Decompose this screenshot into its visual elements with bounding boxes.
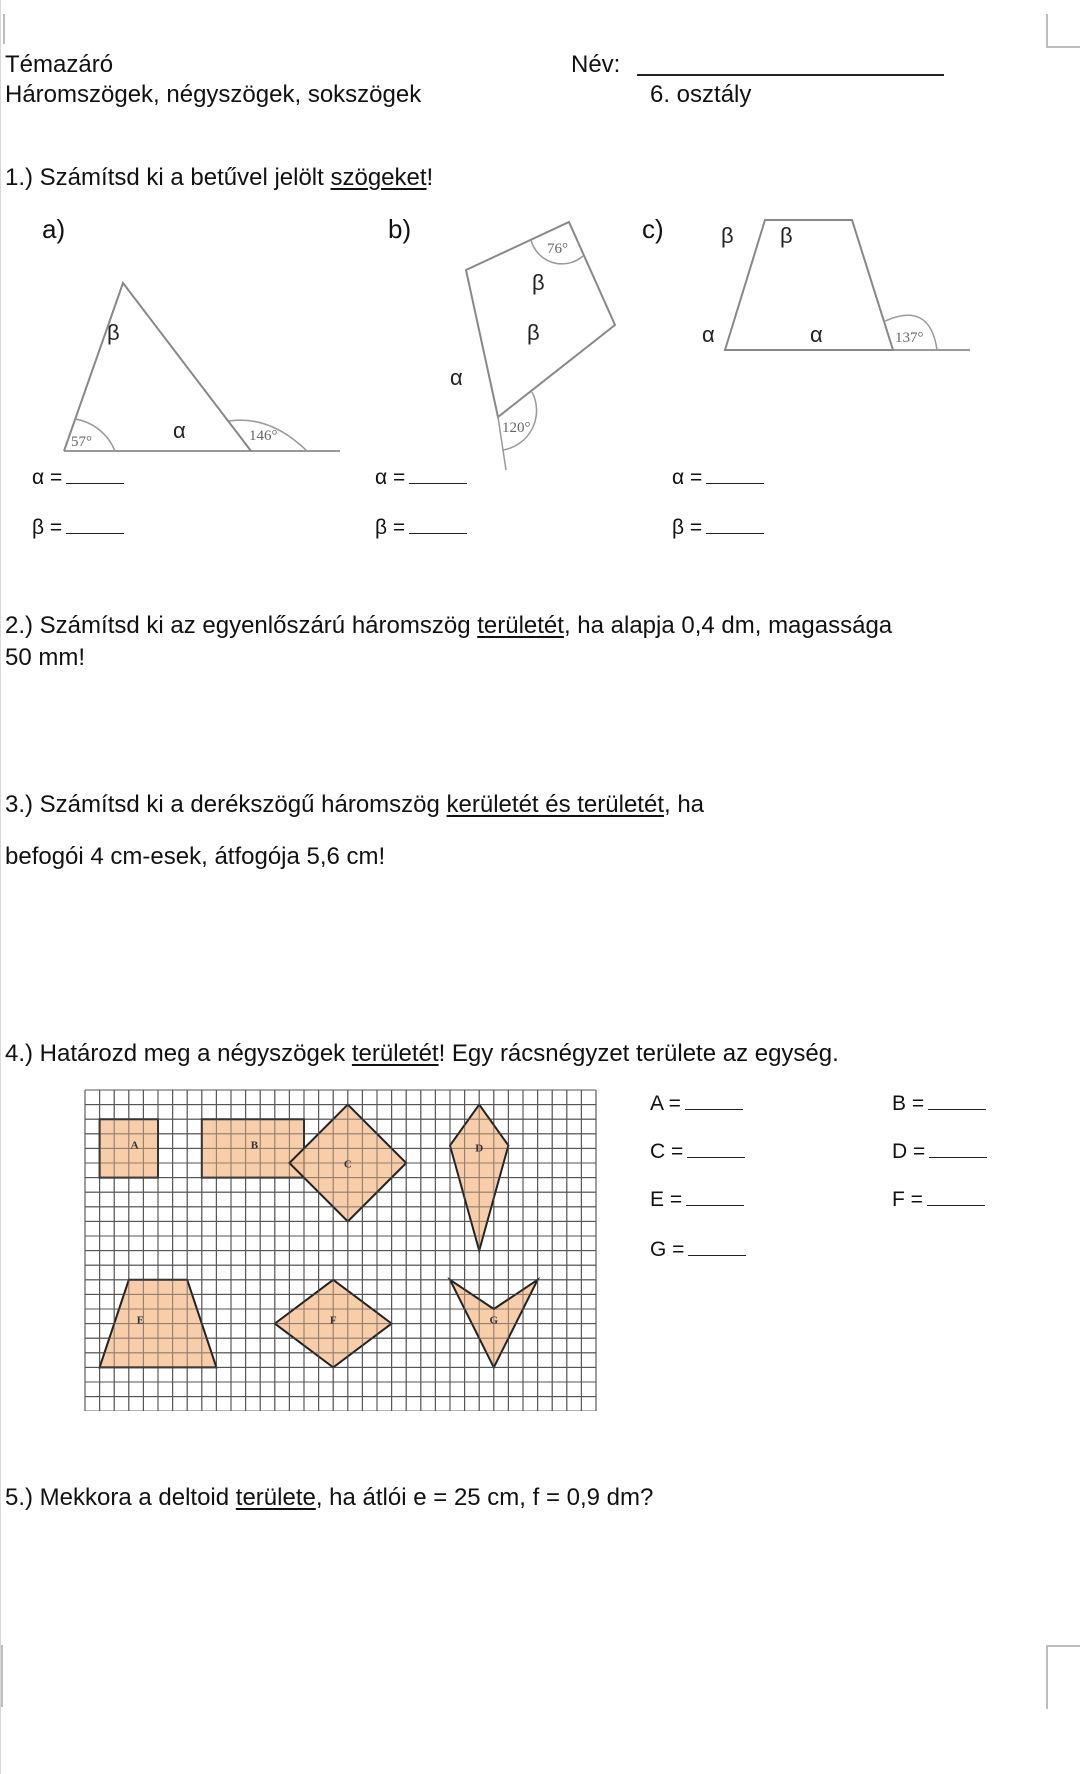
task5-prefix: 5.) Mekkora a deltoid [5, 1484, 236, 1511]
alpha-symbol: α [702, 322, 715, 347]
angle-146: 146° [249, 428, 278, 444]
task1-keyword: szögeket [330, 164, 427, 191]
answer-label: C = [650, 1140, 684, 1163]
answer-A[interactable] [650, 1092, 743, 1116]
task4-suffix: ! Egy rácsnégyzet területe az egység. [438, 1040, 839, 1067]
shape-label-C: C [343, 1158, 352, 1171]
task3-prompt [5, 791, 704, 819]
part-b-label: b) [388, 214, 412, 244]
alpha-symbol: α [450, 365, 463, 390]
part-c-label: c) [642, 214, 664, 244]
angle-120: 120° [502, 420, 531, 436]
answer-blank[interactable] [687, 1143, 745, 1158]
answer-label: A = [650, 1092, 681, 1115]
beta-symbol: β [532, 270, 545, 295]
shape-label-F: F [329, 1314, 337, 1327]
answer-B[interactable] [892, 1092, 986, 1116]
answer-label: E = [650, 1188, 683, 1211]
task5-suffix: , ha átlói e = 25 cm, f = 0,9 dm? [315, 1484, 654, 1511]
answer-label: β = [32, 516, 63, 539]
answer-b-alpha[interactable] [375, 466, 467, 490]
answer-C[interactable] [650, 1140, 745, 1164]
answer-a-beta[interactable] [32, 516, 124, 540]
worksheet-subtitle: Háromszögek, négyszögek, sokszögek [5, 81, 422, 108]
task2-prompt-line2: 50 mm! [5, 644, 86, 671]
part-a-label: a) [42, 214, 66, 244]
answer-blank[interactable] [66, 519, 124, 534]
beta-symbol: β [721, 223, 734, 248]
angle-76: 76° [547, 241, 568, 257]
task4-prompt [5, 1040, 839, 1068]
task1-suffix: ! [426, 164, 434, 191]
task2-prefix: 2.) Számítsd ki az egyenlőszárú háromszög [5, 612, 478, 639]
answer-E[interactable] [650, 1188, 744, 1212]
task2-prompt [5, 612, 892, 640]
answer-blank[interactable] [409, 469, 467, 484]
answer-label: B = [892, 1092, 925, 1115]
grid-shapes [85, 1090, 596, 1411]
grade-label: 6. osztály [650, 81, 752, 108]
shape-label-E: E [136, 1314, 145, 1327]
answer-blank[interactable] [409, 519, 467, 534]
angle-57: 57° [71, 434, 92, 450]
answer-label: D = [892, 1140, 926, 1163]
beta-symbol: β [107, 320, 120, 345]
answer-D[interactable] [892, 1140, 987, 1164]
figure-a-triangle [64, 283, 340, 451]
answer-blank[interactable] [66, 469, 124, 484]
beta-symbol: β [527, 320, 540, 345]
shape-label-G: G [489, 1314, 499, 1327]
answer-G[interactable] [650, 1238, 746, 1262]
answer-blank[interactable] [929, 1143, 987, 1158]
answer-blank[interactable] [688, 1241, 746, 1256]
answer-blank[interactable] [686, 1191, 744, 1206]
crop-mark-bottom-left [1, 1645, 5, 1707]
angle-137: 137° [895, 330, 924, 346]
answer-label: β = [672, 516, 703, 539]
task5-prompt [5, 1484, 653, 1512]
task1-prefix: 1.) Számítsd ki a betűvel jelölt [5, 164, 331, 191]
shape-label-D: D [475, 1142, 484, 1155]
answer-b-beta[interactable] [375, 516, 467, 540]
name-label: Név: [571, 51, 621, 78]
task3-prefix: 3.) Számítsd ki a derékszögű háromszög [5, 791, 447, 818]
answer-blank[interactable] [685, 1095, 743, 1110]
task5-keyword: területe [235, 1484, 316, 1511]
answer-label: G = [650, 1238, 685, 1261]
answer-a-alpha[interactable] [32, 466, 124, 490]
answer-label: β = [375, 516, 406, 539]
answer-label: F = [892, 1188, 923, 1211]
crop-mark-bottom-right [1046, 1645, 1080, 1709]
task3-suffix: , ha [663, 791, 705, 818]
task2-keyword: területét [477, 612, 564, 639]
figure-b-quadrilateral [450, 222, 615, 470]
alpha-symbol: α [810, 322, 823, 347]
task2-suffix: , ha alapja 0,4 dm, magassága [563, 612, 893, 639]
answer-blank[interactable] [927, 1191, 985, 1206]
area-grid [82, 1086, 602, 1411]
figure-c-trapezoid [702, 220, 970, 350]
beta-symbol: β [780, 223, 793, 248]
task3-keyword: kerületét és területét [446, 791, 664, 818]
answer-label: α = [375, 466, 406, 489]
answer-F[interactable] [892, 1188, 985, 1212]
alpha-symbol: α [173, 418, 186, 443]
answer-label: α = [672, 466, 703, 489]
shape-label-B: B [250, 1139, 259, 1152]
angle-figures [0, 0, 1080, 520]
answer-blank[interactable] [706, 469, 764, 484]
answer-c-alpha[interactable] [672, 466, 764, 490]
task3-prompt-line2: befogói 4 cm-esek, átfogója 5,6 cm! [5, 843, 386, 870]
worksheet-title: Témazáró [5, 51, 114, 78]
answer-label: α = [32, 466, 63, 489]
answer-blank[interactable] [928, 1095, 986, 1110]
answer-c-beta[interactable] [672, 516, 764, 540]
answer-blank[interactable] [706, 519, 764, 534]
shape-label-A: A [130, 1139, 139, 1152]
task4-keyword: területét [351, 1040, 439, 1067]
task4-prefix: 4.) Határozd meg a négyszögek [5, 1040, 352, 1067]
